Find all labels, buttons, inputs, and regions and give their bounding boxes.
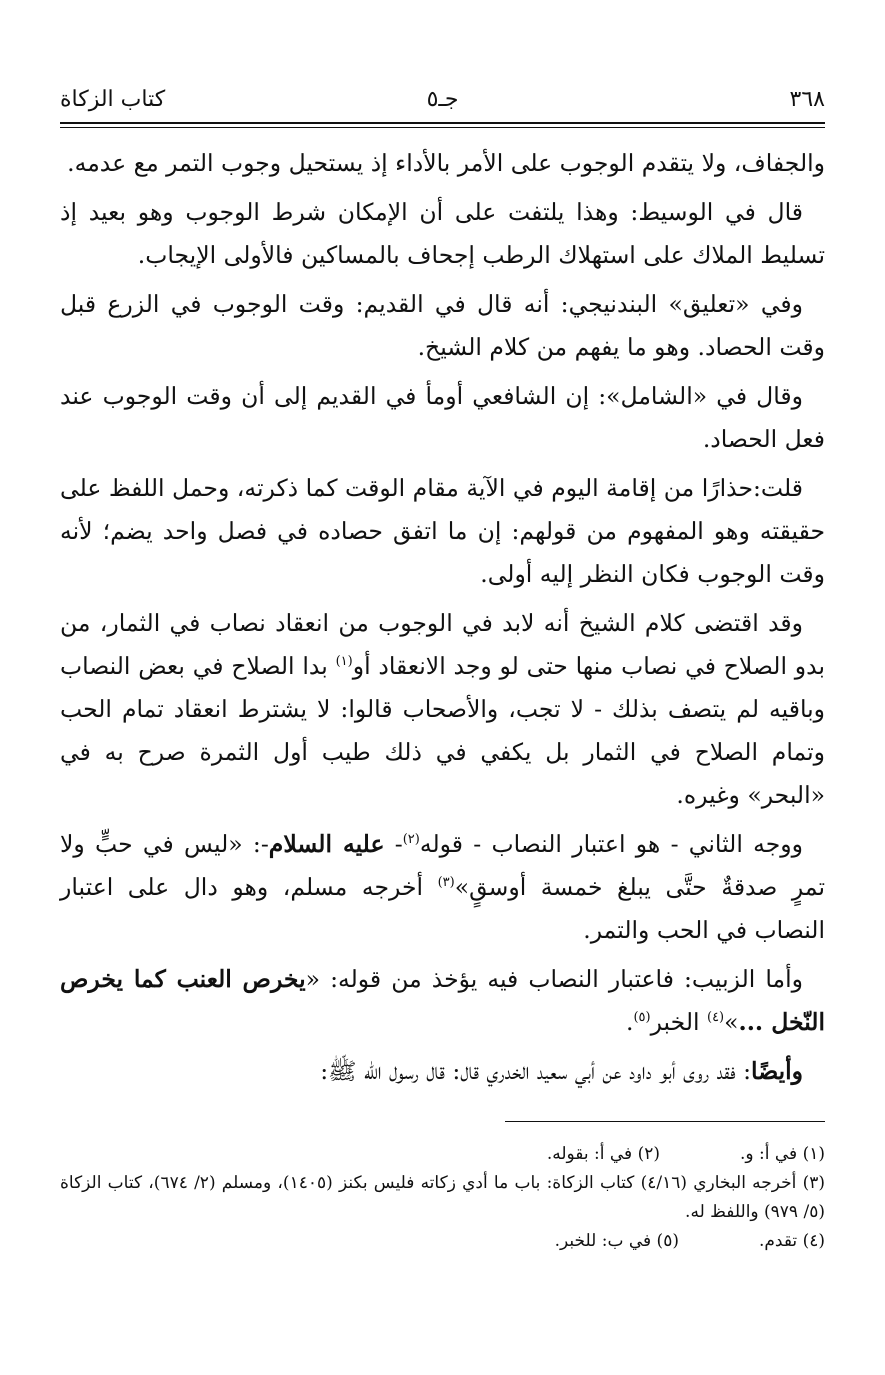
paragraph-3: وفي «تعليق» البندنيجي: أنه قال في القديم: وقت الوجوب في الزرع قبل وقت الحصاد. وهو ما يفهم من كلام الشيخ. <box>60 290 825 361</box>
paragraph-7-bold: عليه السلام <box>268 830 385 858</box>
paragraph-7-b: - <box>384 830 403 858</box>
footnote-1: (١) في أ: و. <box>740 1144 825 1164</box>
page <box>60 82 825 1256</box>
book-title: كتاب الزكاة <box>60 87 166 112</box>
footnote-4: (٤) تقدم. <box>758 1231 825 1251</box>
paragraph-6-b: بدا الصلاح في بعض النصاب وباقيه لم يتصف بذلك - لا تجب، والأصحاب قالوا: لا يشترط انعقاد تمام الحب وتمام الصلاح في الثمار بل يكفي في ذلك طيب أول الثمرة صرح به في «البحر» وغيره. <box>60 652 825 809</box>
footnote-5: (٥) في ب: للخبر. <box>554 1231 679 1251</box>
paragraph-9-bold: وأيضًا <box>751 1057 803 1085</box>
paragraph-7-a: ووجه الثاني - هو اعتبار النصاب - قوله <box>419 830 803 858</box>
footnote-separator <box>505 1121 825 1122</box>
footnote-ref-1: (١) <box>335 654 353 670</box>
paragraph-8-c: الخبر <box>650 1008 707 1036</box>
paragraph-2: قال في الوسيط: وهذا يلتفت على أن الإمكان شرط الوجوب وهو بعيد إذ تسليط الملاك على استهلاك الرطب إجحاف بالمساكين فالأولى الإيجاب. <box>60 198 825 269</box>
footnote-ref-4: (٤) <box>706 1010 725 1026</box>
paragraph-5: قلت:حذارًا من إقامة اليوم في الآية مقام الوقت كما ذكرته، وحمل اللفظ على حقيقته وهو المفهوم من قولهم: إن ما اتفق حصاده في فصل واحد يضم؛ لأنه وقت الوجوب فكان النظر إليه أولى. <box>60 474 825 588</box>
footnote-ref-3: (٣) <box>437 875 455 891</box>
footnotes <box>60 1140 825 1256</box>
paragraph-9 <box>60 1050 825 1093</box>
paragraph-8-bold: يخرص العنب كما يخرص النّخل ... <box>60 965 825 1036</box>
paragraph-1: والجفاف، ولا يتقدم الوجوب على الأمر بالأداء إذ يستحيل وجوب التمر مع عدمه. <box>67 149 825 177</box>
paragraph-7-d: أخرجه مسلم، وهو دال على اعتبار النصاب في الحب والتمر. <box>60 873 825 944</box>
footnote-row-1 <box>60 1140 825 1169</box>
footnote-3: (٣) أخرجه البخاري (٤/١٦) كتاب الزكاة: باب ما أدي زكاته فليس بكنز (١٤٠٥)، ومسلم (٢/ ٦٧٤)، كتاب الزكاة (٥/ ٩٧٩) واللفظ له. <box>60 1173 826 1222</box>
paragraph-8-d: . <box>625 1008 634 1036</box>
paragraph-8 <box>60 958 825 1044</box>
paragraph-9-a: : فقد روى أبو داود عن أبي سعيد الخدري قال: قال رسول الله ﷺ: <box>320 1057 752 1085</box>
paragraph-7 <box>60 823 825 952</box>
page-number: ٣٦٨ <box>789 87 825 112</box>
paragraph-6-a: وقد اقتضى كلام الشيخ أنه لابد في الوجوب من انعقاد نصاب في الثمار، من بدو الصلاح في نصاب منها حتى لو وجد الانعقاد أو <box>60 609 826 680</box>
volume-label: جـ٥ <box>426 87 459 112</box>
paragraph-8-a: وأما الزبيب: فاعتبار النصاب فيه يؤخذ من قوله: « <box>305 965 803 993</box>
main-text <box>60 142 825 1093</box>
header-rule-thick <box>60 122 825 124</box>
footnote-ref-5: (٥) <box>633 1010 651 1026</box>
paragraph-8-b: » <box>724 1008 739 1036</box>
footnote-ref-2: (٢) <box>402 832 420 848</box>
paragraph-6 <box>60 602 825 817</box>
footnote-2: (٢) في أ: بقوله. <box>546 1144 660 1164</box>
paragraph-4: وقال في «الشامل»: إن الشافعي أومأ في القديم إلى أن وقت الوجوب عند فعل الحصاد. <box>60 382 825 453</box>
footnote-row-3 <box>60 1227 825 1256</box>
header-rule-thin <box>60 127 825 128</box>
paragraph-7-c: -: «ليس في حبٍّ ولا تمرٍ صدقةٌ حتَّى يبلغ خمسة أوسقٍ» <box>60 830 825 901</box>
running-header <box>60 82 825 118</box>
